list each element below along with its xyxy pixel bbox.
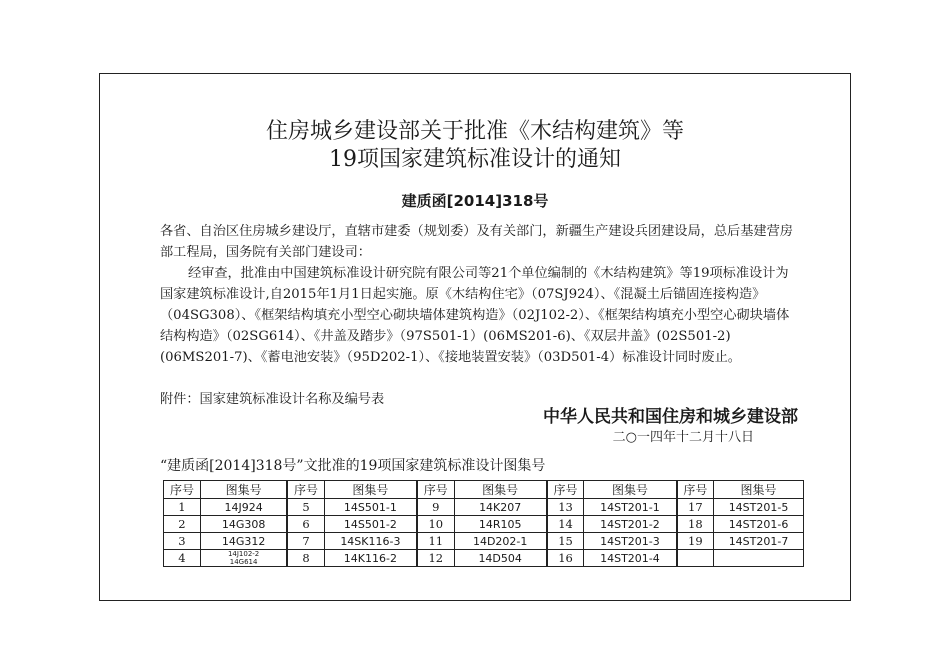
table-row: [164, 550, 804, 567]
code-line: 14J102-2: [227, 550, 260, 558]
issue-date: 二○一四年十二月十八日: [612, 430, 754, 445]
code-cell: 14S501-1: [324, 499, 417, 516]
seq-cell: 12: [417, 550, 454, 567]
code-cell: 14R105: [454, 516, 547, 533]
seq-cell: 17: [677, 499, 714, 516]
code-cell: 14G308: [200, 516, 287, 533]
code-cell: 14D504: [454, 550, 547, 567]
code-cell: 14ST201-4: [584, 550, 677, 567]
code-cell: 14J924: [200, 499, 287, 516]
header-seq: 序号: [164, 481, 201, 499]
header-seq: 序号: [287, 481, 324, 499]
seq-cell: 14: [547, 516, 584, 533]
document-number: 建质函[2014]318号: [401, 192, 549, 210]
seq-cell: [677, 550, 714, 567]
seq-cell: 16: [547, 550, 584, 567]
seq-cell: 6: [287, 516, 324, 533]
code-cell: 14K116-2: [324, 550, 417, 567]
seq-cell: 9: [417, 499, 454, 516]
table-caption: “建质函[2014]318号”文批准的19项国家建筑标准设计图集号: [160, 458, 546, 474]
seq-cell: 3: [164, 533, 201, 550]
table-row: [164, 499, 804, 516]
header-code: 图集号: [584, 481, 677, 499]
header-seq: 序号: [417, 481, 454, 499]
header-code: 图集号: [324, 481, 417, 499]
code-cell: 14G312: [200, 533, 287, 550]
code-cell: 14ST201-1: [584, 499, 677, 516]
seq-cell: 7: [287, 533, 324, 550]
seq-cell: 5: [287, 499, 324, 516]
table-header-row: [164, 481, 804, 499]
notice-title-line2: 19项国家建筑标准设计的通知: [329, 147, 621, 172]
standards-table: [163, 480, 804, 567]
code-cell: 14SK116-3: [324, 533, 417, 550]
code-cell: 14ST201-6: [714, 516, 804, 533]
seq-cell: 11: [417, 533, 454, 550]
code-cell: 14D202-1: [454, 533, 547, 550]
header-seq: 序号: [547, 481, 584, 499]
notice-title-line1: 住房城乡建设部关于批准《木结构建筑》等: [265, 119, 684, 144]
code-line: 14G614: [229, 558, 258, 566]
code-cell: 14ST201-5: [714, 499, 804, 516]
seq-cell: 18: [677, 516, 714, 533]
seq-cell: 19: [677, 533, 714, 550]
body-text: 经审查，批准由中国建筑标准设计研究院有限公司等21个单位编制的《木结构建筑》等19项标准设计为国家建筑标准设计,自2015年1月1日起实施。原《木结构住宅》（07SJ924）、《混凝土后锚固连接构造》（04SG308）、《框架结构填充小型空心砌块墙体建筑构造》（02J102-2）、《框架结构填充小型空心砌块墙体结构构造》（02SG614）、《井盖及踏步》（97S501-1）(06MS201-6)、《双层井盖》(02S501-2)(06MS201-7)、《蓄电池安装》（95D202-1）、《接地装置安装》（03D501-4）标准设计同时废止。: [160, 266, 790, 365]
issuer-name: 中华人民共和国住房和城乡建设部: [543, 407, 798, 427]
seq-cell: 15: [547, 533, 584, 550]
code-cell: 14ST201-7: [714, 533, 804, 550]
table-row: [164, 533, 804, 550]
seq-cell: 10: [417, 516, 454, 533]
seq-cell: 1: [164, 499, 201, 516]
recipients-paragraph: 各省、自治区住房城乡建设厅，直辖市建委（规划委）及有关部门，新疆生产建设兵团建设局，总后基建营房部工程局，国务院有关部门建设司：: [160, 224, 793, 260]
seq-cell: 13: [547, 499, 584, 516]
code-cell: [200, 550, 287, 567]
code-cell: 14ST201-3: [584, 533, 677, 550]
code-cell: 14ST201-2: [584, 516, 677, 533]
code-cell: 14S501-2: [324, 516, 417, 533]
attachment-line: 附件：国家建筑标准设计名称及编号表: [160, 392, 385, 407]
seq-cell: 8: [287, 550, 324, 567]
header-code: 图集号: [714, 481, 804, 499]
code-cell: [714, 550, 804, 567]
seq-cell: 4: [164, 550, 201, 567]
table-row: [164, 516, 804, 533]
code-cell: 14K207: [454, 499, 547, 516]
header-code: 图集号: [200, 481, 287, 499]
header-seq: 序号: [677, 481, 714, 499]
body-paragraph: [160, 263, 800, 368]
seq-cell: 2: [164, 516, 201, 533]
header-code: 图集号: [454, 481, 547, 499]
